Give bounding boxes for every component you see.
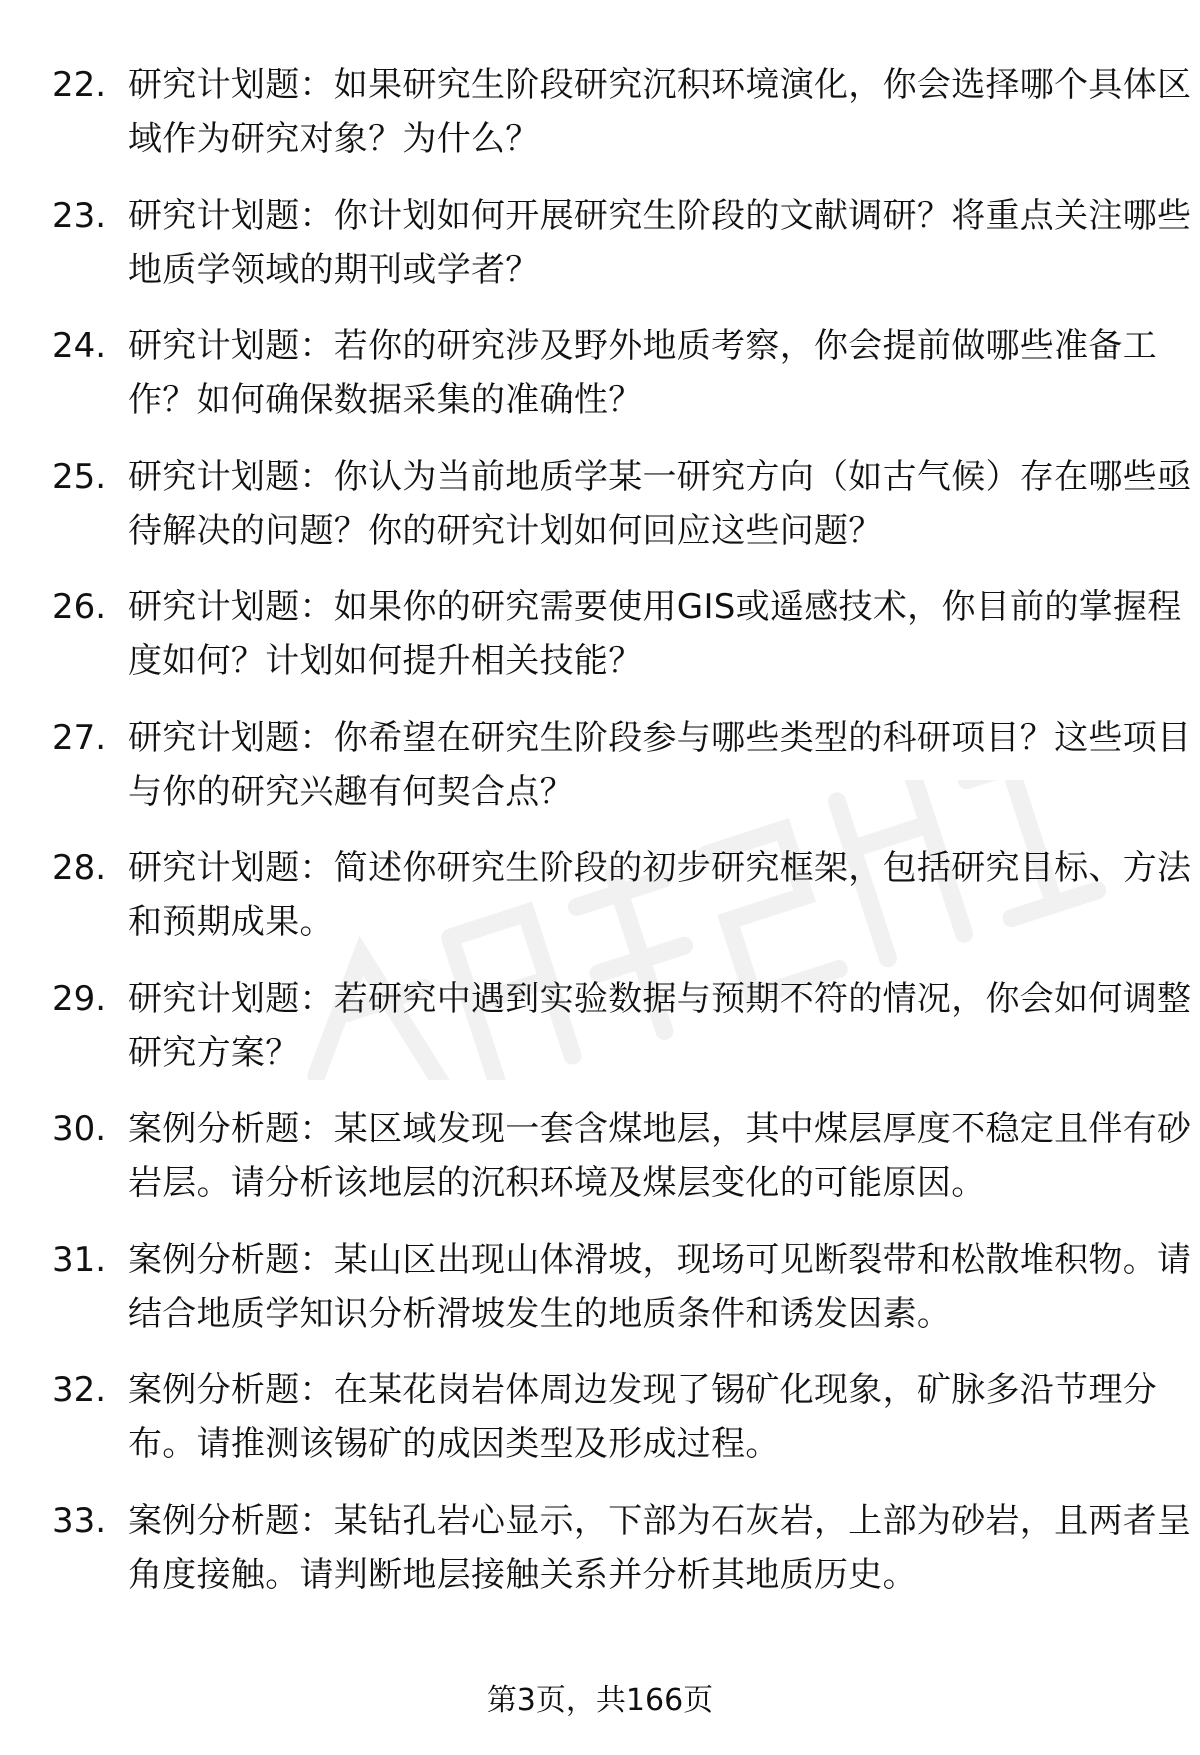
question-item xyxy=(52,1494,1192,1625)
question-number: 29. xyxy=(52,978,107,1019)
question-number: 33. xyxy=(52,1500,107,1541)
question-text: 研究计划题：你希望在研究生阶段参与哪些类型的科研项目？这些项目与你的研究兴趣有何契合点？ xyxy=(128,717,1192,812)
page-footer: 第3页，共166页 xyxy=(486,1683,714,1718)
question-text: 研究计划题：如果研究生阶段研究沉积环境演化，你会选择哪个具体区域作为研究对象？为什么？ xyxy=(128,65,1192,159)
question-text: 研究计划题：若你的研究涉及野外地质考察，你会提前做哪些准备工作？如何确保数据采集的准确性？ xyxy=(128,326,1157,420)
question-item xyxy=(52,711,1192,842)
question-number: 26. xyxy=(52,587,107,627)
question-text: 研究计划题：你认为当前地质学某一研究方向（如古气候）存在哪些亟待解决的问题？你的研究计划如何回应这些问题？ xyxy=(128,456,1192,551)
question-item xyxy=(52,972,1192,1103)
question-item xyxy=(52,450,1192,581)
question-number: 24. xyxy=(52,326,107,366)
question-text: 案例分析题：某区域发现一套含煤地层，其中煤层厚度不稳定且伴有砂岩层。请分析该地层的沉积环境及煤层变化的可能原因。 xyxy=(128,1109,1192,1203)
question-text: 案例分析题：某钻孔岩心显示，下部为石灰岩，上部为砂岩，且两者呈角度接触。请判断地层接触关系并分析其地质历史。 xyxy=(128,1500,1192,1595)
question-item xyxy=(52,189,1192,320)
question-item xyxy=(52,1363,1157,1494)
question-text: 案例分析题：在某花岗岩体周边发现了锡矿化现象，矿脉多沿节理分布。请推测该锡矿的成因类型及形成过程。 xyxy=(128,1370,1157,1464)
question-text: 研究计划题：若研究中遇到实验数据与预期不符的情况，你会如何调整研究方案？ xyxy=(128,978,1192,1073)
question-number: 32. xyxy=(52,1370,107,1410)
question-item xyxy=(52,580,1182,711)
question-text: 案例分析题：某山区出现山体滑坡，现场可见断裂带和松散堆积物。请结合地质学知识分析滑坡发生的地质条件和诱发因素。 xyxy=(128,1239,1192,1334)
question-number: 27. xyxy=(52,717,107,758)
question-number: 23. xyxy=(52,195,107,236)
question-number: 22. xyxy=(52,65,107,105)
question-list xyxy=(52,58,1192,1624)
question-number: 25. xyxy=(52,456,107,497)
question-item xyxy=(52,1102,1192,1233)
question-item xyxy=(52,319,1157,450)
question-item xyxy=(52,58,1192,189)
question-item xyxy=(52,841,1192,972)
question-item xyxy=(52,1233,1192,1364)
question-number: 28. xyxy=(52,848,107,888)
question-text: 研究计划题：简述你研究生阶段的初步研究框架，包括研究目标、方法和预期成果。 xyxy=(128,848,1192,942)
question-text: 研究计划题：如果你的研究需要使用GIS或遥感技术，你目前的掌握程度如何？计划如何提升相关技能？ xyxy=(128,587,1182,681)
question-number: 31. xyxy=(52,1239,107,1280)
question-number: 30. xyxy=(52,1109,107,1149)
question-text: 研究计划题：你计划如何开展研究生阶段的文献调研？将重点关注哪些地质学领域的期刊或学者？ xyxy=(128,195,1192,290)
